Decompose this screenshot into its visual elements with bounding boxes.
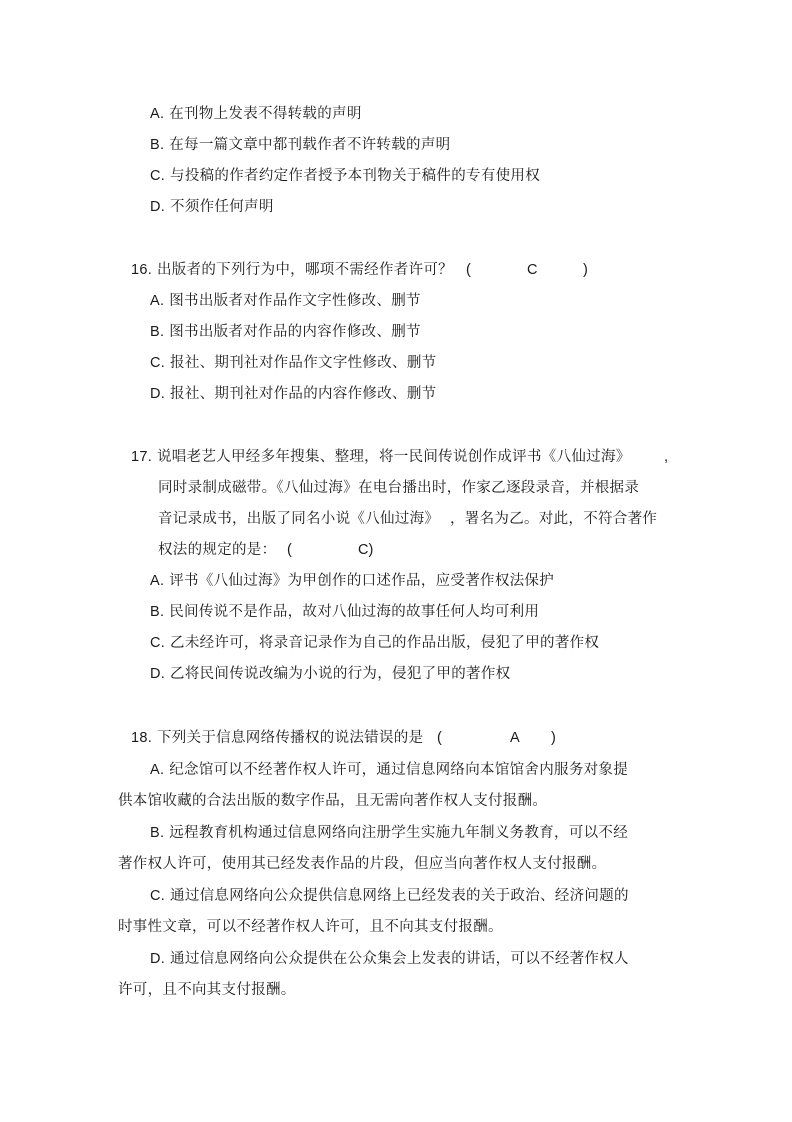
q17-option-c	[150, 633, 599, 653]
option-text: 民间传说不是作品，故对八仙过海的故事任何人均可利用	[169, 604, 540, 620]
q16-close-paren: )	[583, 262, 588, 278]
q16-option-c	[150, 353, 436, 373]
q18-option-c-line-2: 时事性文章，可以不经著作权人许可，且不向其支付报酬。	[118, 919, 503, 935]
option-letter: C.	[150, 355, 166, 371]
option-letter: A.	[150, 293, 165, 309]
question-text: 出版者的下列行为中，哪项不需经作者许可？	[156, 262, 453, 278]
q15-option-a	[150, 104, 362, 124]
option-text: 与投稿的作者约定作者授予本刊物关于稿件的专有使用权	[170, 168, 541, 184]
q17-line-1-comma: ,	[664, 449, 669, 465]
option-letter: A.	[150, 106, 165, 122]
option-text: 通过信息网络向公众提供在公众集会上发表的讲话，可以不经著作权人	[170, 951, 629, 967]
option-letter: B.	[150, 324, 165, 340]
q18-option-b-line-1	[150, 823, 628, 843]
q16-option-b	[150, 322, 421, 342]
q17-option-b	[150, 602, 539, 622]
q16-open-paren: (	[466, 262, 471, 278]
q17-stem-line-2: 同时录制成磁带。《八仙过海》在电台播出时，作家乙逐段录音，并根据录	[158, 480, 640, 496]
q15-option-b	[150, 135, 450, 155]
q16-stem	[131, 260, 453, 280]
option-letter: A.	[150, 762, 165, 778]
q18-option-b-line-2: 著作权人许可，使用其已经发表作品的片段，但应当向著作权人支付报酬。	[118, 856, 607, 872]
option-text: 图书出版者对作品作文字性修改、删节	[169, 293, 421, 309]
option-letter: B.	[150, 137, 165, 153]
option-letter: C.	[150, 635, 166, 651]
question-text: 下列关于信息网络传播权的说法错误的是	[156, 730, 424, 746]
option-letter: B.	[150, 604, 165, 620]
q18-close-paren: )	[551, 730, 556, 746]
q17-stem-line-3a: 音记录成书，出版了同名小说《八仙过海》	[158, 511, 440, 527]
q16-option-a	[150, 291, 421, 311]
option-text: 远程教育机构通过信息网络向注册学生实施九年制义务教育，可以不经	[169, 825, 629, 841]
option-text: 在每一篇文章中都刊载作者不许转载的声明	[169, 137, 451, 153]
q17-stem-line-1	[131, 447, 631, 467]
q17-option-a	[150, 571, 554, 591]
option-letter: C.	[150, 888, 166, 904]
q18-answer: A	[510, 730, 520, 746]
option-text: 通过信息网络向公众提供信息网络上已经发表的关于政治、经济问题的	[170, 888, 629, 904]
q17-stem-line-4: 权法的规定的是：	[158, 542, 277, 558]
option-text: 报社、期刊社对作品作文字性修改、删节	[170, 355, 437, 371]
option-text: 乙未经许可，将录音记录作为自己的作品出版，侵犯了甲的著作权	[170, 635, 600, 651]
option-text: 报社、期刊社对作品的内容作修改、删节	[170, 386, 437, 402]
question-number: 17.	[131, 449, 153, 465]
question-number: 18.	[131, 730, 153, 746]
option-letter: C.	[150, 168, 166, 184]
question-text: 说唱老艺人甲经多年搜集、整理，将一民间传说创作成评书《八仙过海》	[156, 449, 631, 465]
option-text: 乙将民间传说改编为小说的行为，侵犯了甲的著作权	[170, 666, 511, 682]
q18-open-paren: (	[437, 730, 442, 746]
option-text: 在刊物上发表不得转载的声明	[169, 106, 362, 122]
option-text: 评书《八仙过海》为甲创作的口述作品，应受著作权法保护	[169, 573, 555, 589]
q16-option-d	[150, 384, 436, 404]
q17-answer: C)	[358, 542, 374, 558]
option-letter: D.	[150, 386, 166, 402]
q18-option-d-line-1	[150, 949, 629, 969]
q17-stem-line-3b: ，署名为乙。对此，不符合著作	[450, 511, 658, 527]
option-letter: A.	[150, 573, 165, 589]
q18-option-c-line-1	[150, 886, 629, 906]
q17-option-d	[150, 664, 510, 684]
option-text: 图书出版者对作品的内容作修改、删节	[169, 324, 421, 340]
option-text: 纪念馆可以不经著作权人许可，通过信息网络向本馆馆舍内服务对象提	[169, 762, 629, 778]
question-number: 16.	[131, 262, 153, 278]
q18-option-d-line-2: 许可，且不向其支付报酬。	[118, 982, 296, 998]
q18-option-a-line-2: 供本馆收藏的合法出版的数字作品，且无需向著作权人支付报酬。	[118, 793, 548, 809]
q16-answer: C	[527, 262, 538, 278]
option-letter: D.	[150, 666, 166, 682]
q18-stem	[131, 728, 423, 748]
q15-option-d	[150, 197, 274, 217]
option-letter: D.	[150, 951, 166, 967]
q15-option-c	[150, 166, 540, 186]
option-letter: D.	[150, 199, 166, 215]
q18-option-a-line-1	[150, 760, 628, 780]
option-letter: B.	[150, 825, 165, 841]
q17-open-paren: (	[287, 542, 292, 558]
option-text: 不须作任何声明	[170, 199, 274, 215]
